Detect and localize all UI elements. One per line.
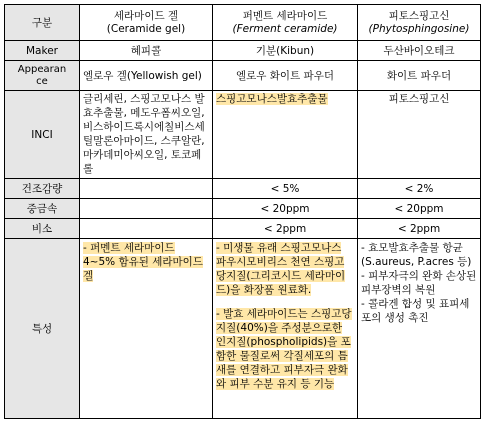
heavy-phytosphingosine: < 20ppm: [358, 199, 481, 219]
features-ferment-ceramide: [213, 239, 358, 419]
appearance-ceramide-gel: 엘로우 겔(Yellowish gel): [80, 61, 213, 91]
row-inci: [5, 91, 481, 179]
loss-phytosphingosine: < 2%: [358, 179, 481, 199]
header-ceramide-gel: [80, 5, 213, 41]
appearance-ferment-ceramide: 엘로우 화이트 파우더: [213, 61, 358, 91]
header-ceramide-gel-sub: (Ceramide gel): [106, 22, 186, 35]
features-ferment-ceramide-text-b: - 발효 세라마이드는 스핑고당지질(40%)을 주성분으로한 인지질(phospholipids)을 포함한 물질로써 각질세포의 틈새를 연결하고 피부자극 완화와 피부 수분 유지 등 기능: [216, 308, 352, 390]
row-loss-label: 건조감량: [5, 179, 80, 199]
arsenic-phytosphingosine: < 2ppm: [358, 219, 481, 239]
inci-ferment-ceramide-text: 스핑고모나스발효추출물: [216, 93, 328, 105]
row-features: [5, 239, 481, 419]
row-features-label: 특성: [5, 239, 80, 419]
maker-ferment-ceramide: 기분(Kibun): [213, 41, 358, 61]
arsenic-ceramide-gel: [80, 219, 213, 239]
appearance-phytosphingosine: 화이트 파우더: [358, 61, 481, 91]
maker-phytosphingosine: 두산바이오테크: [358, 41, 481, 61]
header-ceramide-gel-name: 세라마이드 겔: [113, 9, 179, 22]
row-appearance-label: Appearan ce: [5, 61, 80, 91]
heavy-ceramide-gel: [80, 199, 213, 219]
row-appearance: [5, 61, 481, 91]
loss-ceramide-gel: [80, 179, 213, 199]
header-phytosphingosine-name: 피토스핑고신: [388, 9, 450, 22]
row-heavy-label: 중금속: [5, 199, 80, 219]
header-row: [5, 5, 481, 41]
loss-ferment-ceramide: < 5%: [213, 179, 358, 199]
features-phytosphingosine: - 효모발효추출물 항균(S.aureus, P.acres 등) - 피부자극의 완화 손상된 피부장벽의 복원 - 콜라겐 합성 및 표피세포의 생성 촉진: [358, 239, 481, 419]
maker-ceramide-gel: 혜피콜: [80, 41, 213, 61]
inci-ceramide-gel: 글리세린, 스핑고모나스 발효추출물, 메도우폼씨오일, 비스하이드록시에칠비스세틸말론아마이드, 스쿠알란, 마카데미아씨오일, 토코페롤: [80, 91, 213, 179]
row-arsenic: [5, 219, 481, 239]
row-inci-label: INCI: [5, 91, 80, 179]
header-ferment-ceramide: [213, 5, 358, 41]
inci-phytosphingosine: 피토스핑고신: [358, 91, 481, 179]
row-maker-label: Maker: [5, 41, 80, 61]
features-ceramide-gel: [80, 239, 213, 419]
heavy-ferment-ceramide: < 20ppm: [213, 199, 358, 219]
features-ceramide-gel-text: - 퍼멘트 세라마이드 4~5% 함유된 세라마이드겔: [83, 242, 203, 282]
arsenic-ferment-ceramide: < 2ppm: [213, 219, 358, 239]
header-ferment-ceramide-sub: (Ferment ceramide): [232, 22, 338, 35]
features-ferment-ceramide-text-a: - 미생물 유래 스핑고모나스 파우시모비리스 천연 스핑고당지질(그리코시드 세라마이드)을 화장품 원료화.: [216, 242, 346, 296]
comparison-table: [4, 4, 481, 419]
header-ferment-ceramide-name: 퍼멘트 세라마이드: [242, 9, 328, 22]
header-label: 구분: [5, 5, 80, 41]
row-heavy-metals: [5, 199, 481, 219]
header-phytosphingosine: [358, 5, 481, 41]
inci-ferment-ceramide: [213, 91, 358, 179]
row-arsenic-label: 비소: [5, 219, 80, 239]
header-phytosphingosine-sub: (Phytosphingosine): [368, 22, 470, 35]
row-loss-on-drying: [5, 179, 481, 199]
row-maker: [5, 41, 481, 61]
